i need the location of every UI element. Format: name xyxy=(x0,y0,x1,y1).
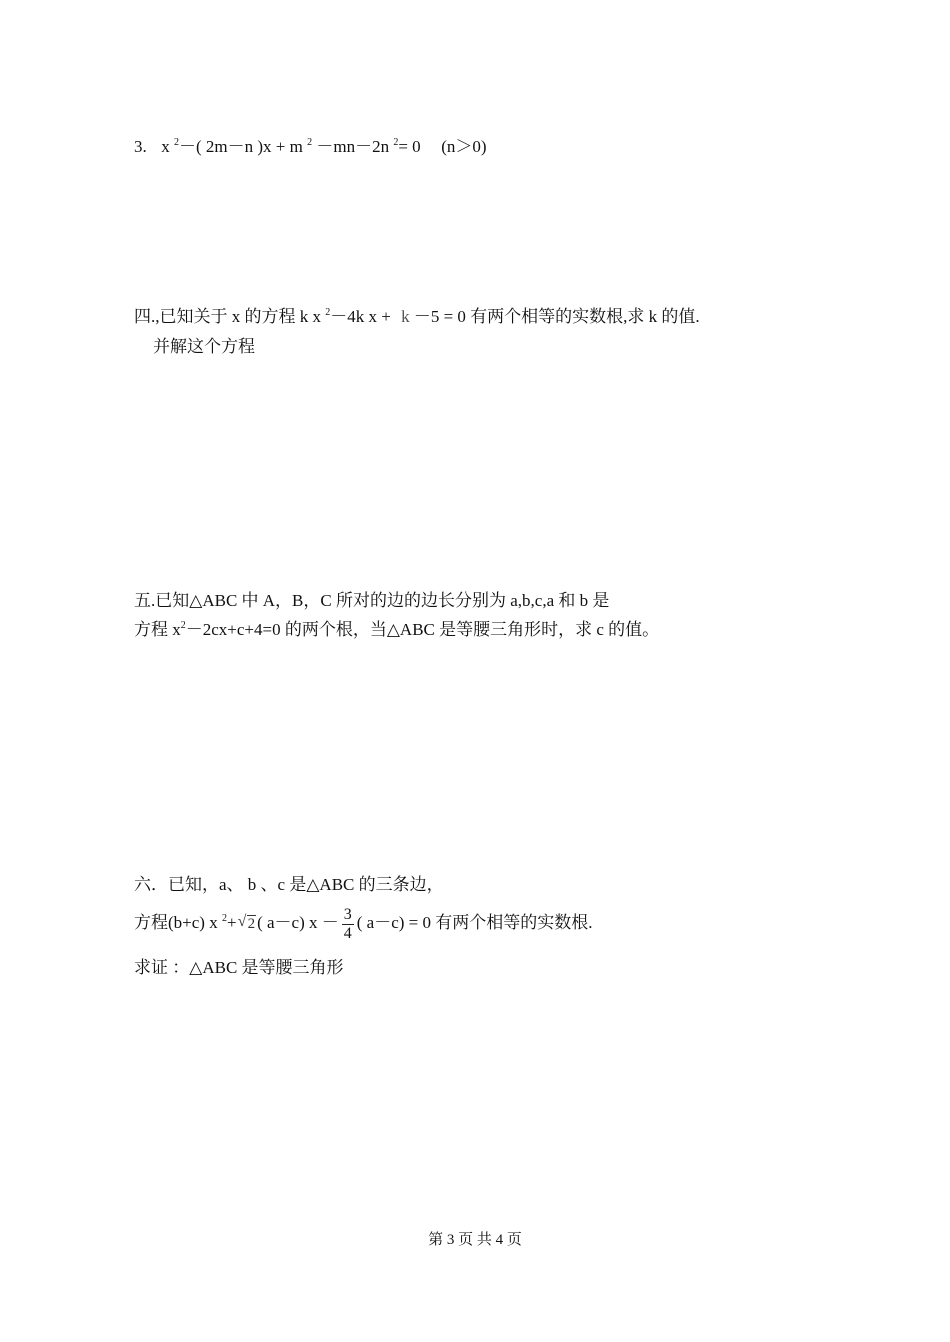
problem-6-text-d: ( a－c) = 0 有两个相等的实数根. xyxy=(356,913,593,932)
problem-3-number: 3. xyxy=(134,137,147,156)
problem-5-text-a: 方程 x xyxy=(134,620,181,639)
problem-6-text-b: + xyxy=(226,913,237,932)
exponent: 2 xyxy=(307,137,313,148)
problem-3-term-1: x xyxy=(161,137,170,156)
problem-6-line-1: 六．已知，a、 b 、c 是△ABC 的三条边， xyxy=(134,875,444,894)
exponent: 2 xyxy=(393,137,399,148)
problem-3-term-4: = 0 xyxy=(398,137,421,156)
fraction xyxy=(342,906,354,943)
problem-4-text-1: 四.,已知关于 x 的方程 k x xyxy=(134,307,321,326)
problem-3-condition: (n＞0) xyxy=(441,137,487,156)
problem-4-k: k xyxy=(401,307,410,326)
problem-6-line-3: 求证 ：△ABC 是等腰三角形 xyxy=(134,958,344,977)
problem-6-text-a: 方程(b+c) x xyxy=(134,913,218,932)
problem-4-statement xyxy=(134,306,700,328)
problem-3-term-3: －mn－2n xyxy=(316,137,390,156)
problem-6-equation xyxy=(134,903,593,944)
problem-3-equation xyxy=(134,136,487,158)
problem-5-line-1: 五.已知△ABC 中 A，B，C 所对的边的边长分别为 a,b,c,a 和 b 是 xyxy=(134,591,610,610)
problem-4-text-3: －5 = 0 有两个相等的实数根,求 k 的值. xyxy=(413,307,700,326)
problem-6-text-c: ( a－c) x － xyxy=(257,913,339,932)
problem-4-text-2: －4k x + xyxy=(330,307,391,326)
page-footer: 第 3 页 共 4 页 xyxy=(428,1232,522,1248)
problem-3-term-2: －( 2m－n )x + m xyxy=(179,137,303,156)
fraction-denominator: 4 xyxy=(343,924,352,942)
fraction-numerator: 3 xyxy=(343,905,352,923)
problem-5-text-b: －2cx+c+4=0 的两个根，当△ABC 是等腰三角形时，求 c 的值。 xyxy=(185,620,660,639)
square-root-value: 2 xyxy=(247,916,256,932)
problem-4-line-2: 并解这个方程 xyxy=(153,337,255,356)
exponent: 2 xyxy=(221,913,227,924)
exponent: 2 xyxy=(325,307,331,318)
square-root: √ 2 xyxy=(237,913,256,932)
problem-5-line-2 xyxy=(134,619,659,641)
exponent: 2 xyxy=(180,620,186,631)
exponent: 2 xyxy=(174,137,179,148)
